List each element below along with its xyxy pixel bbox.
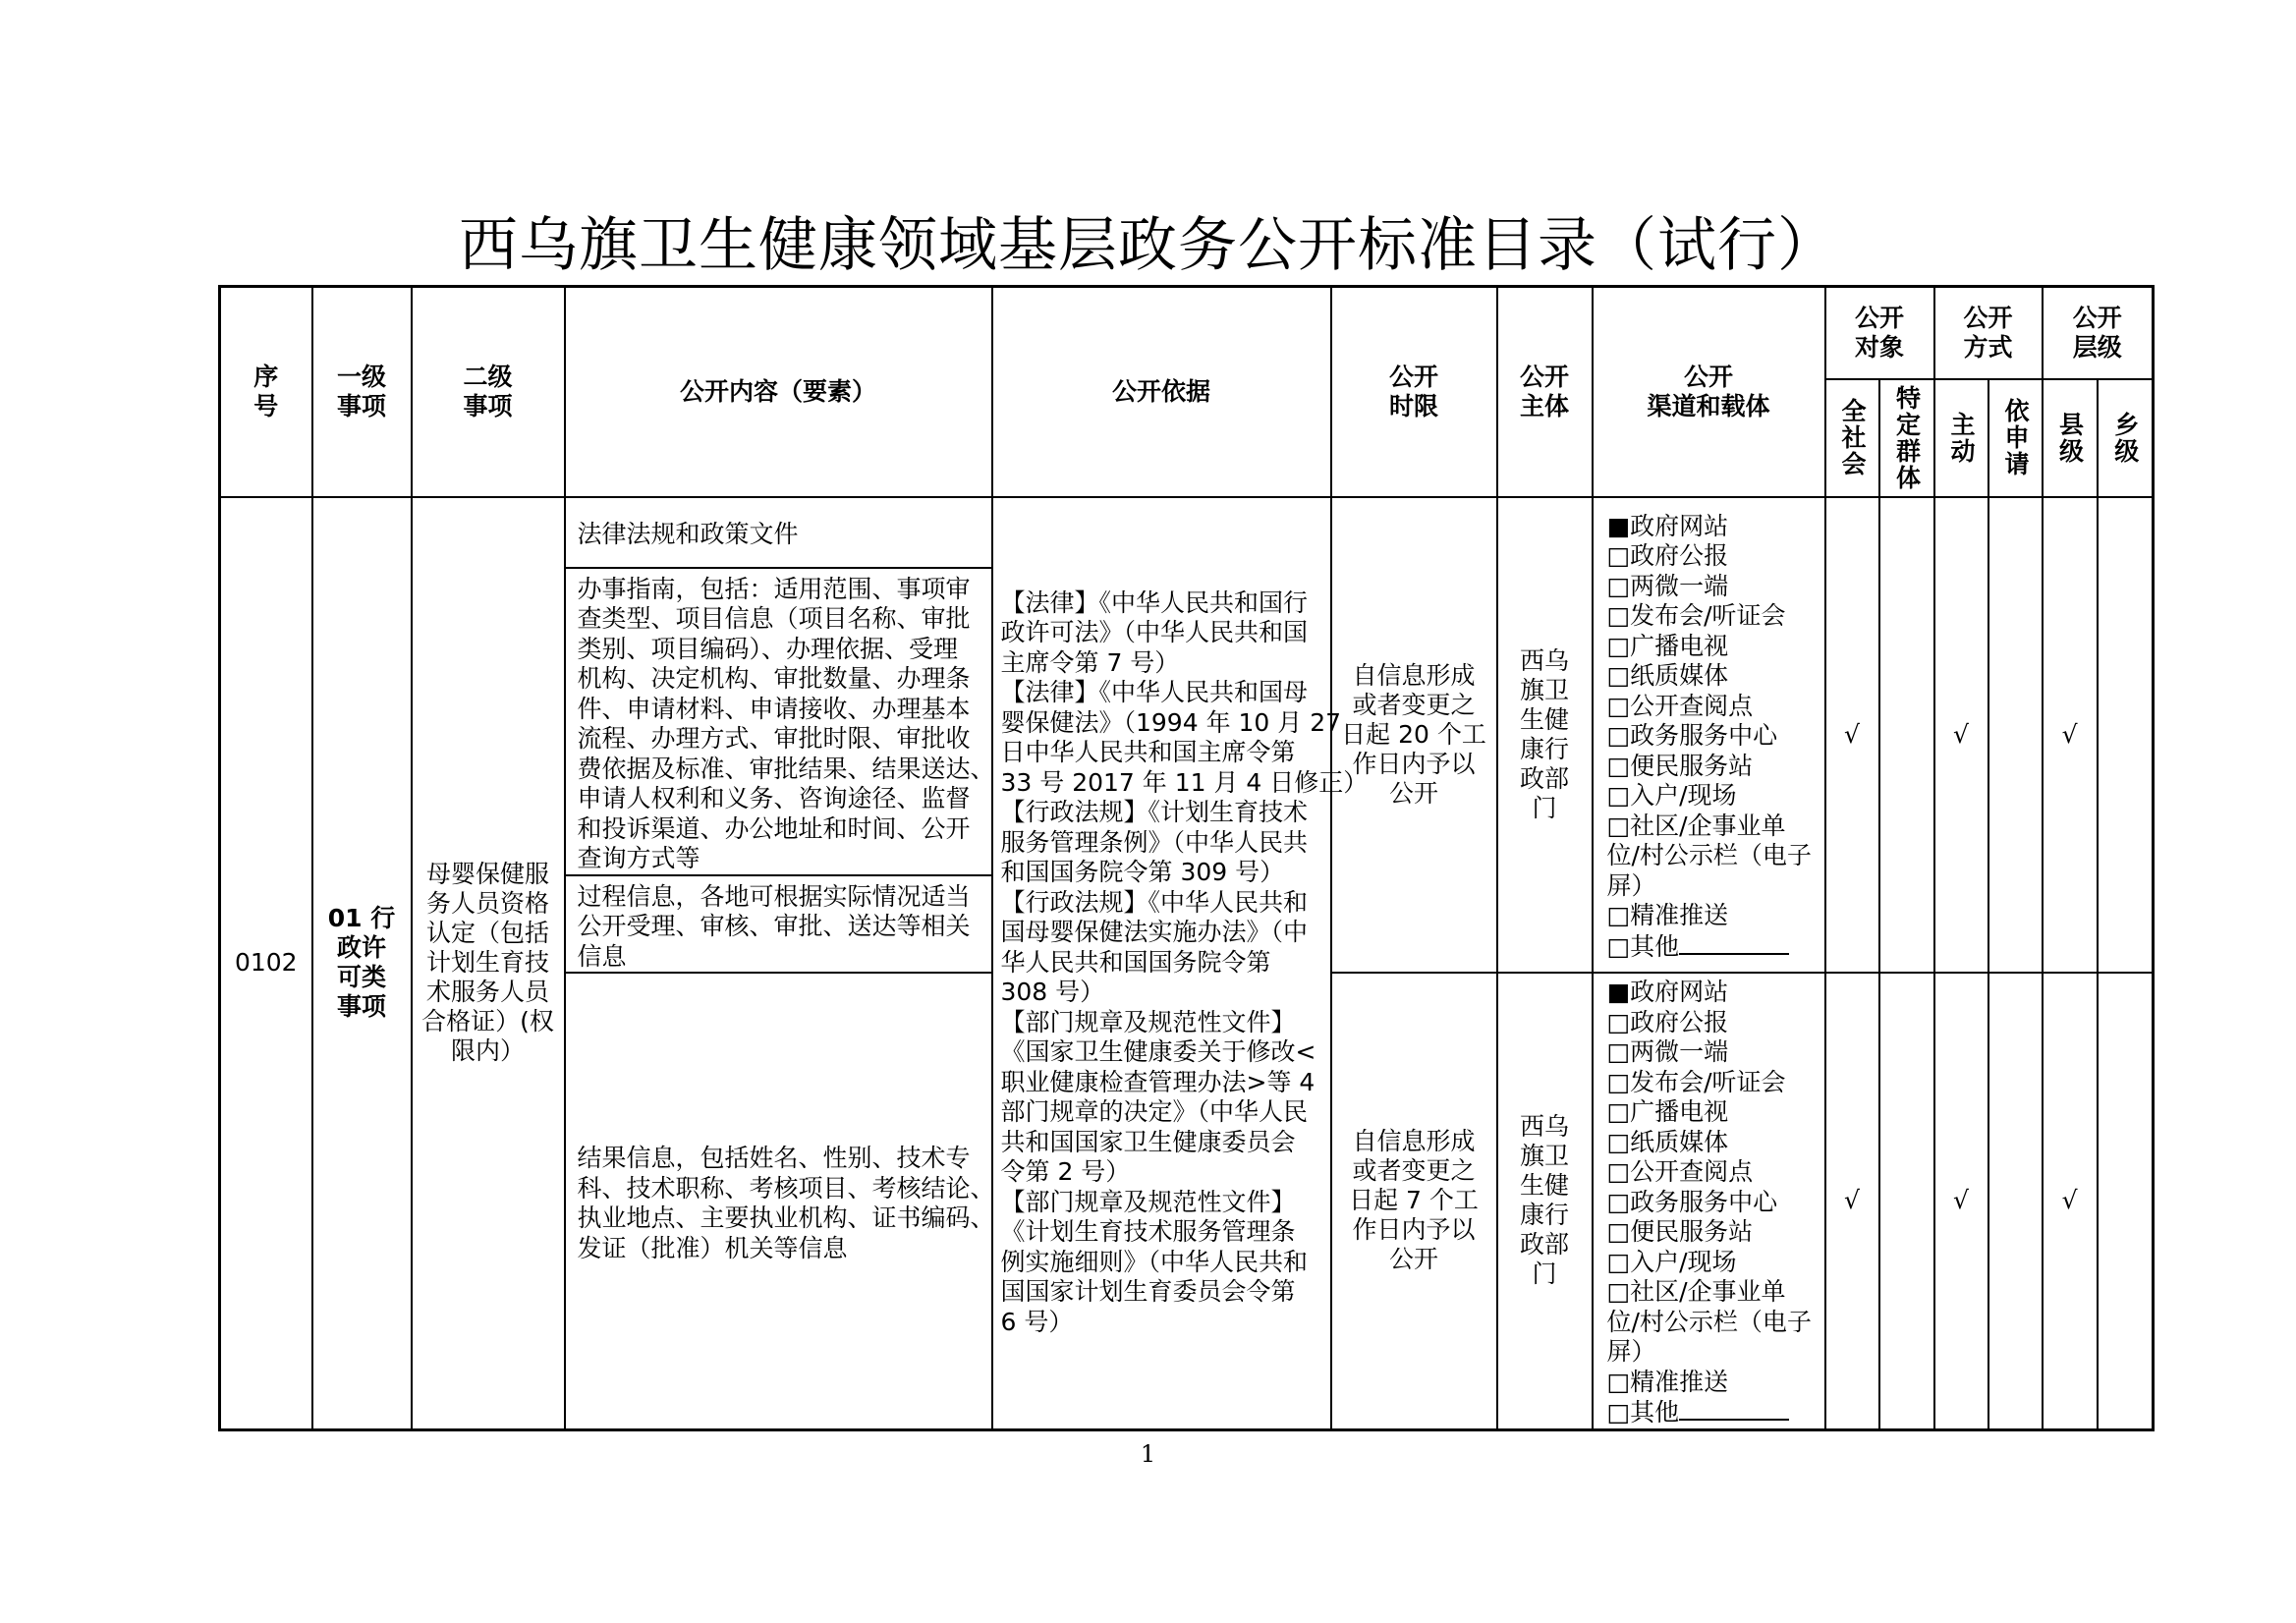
content-policy-docs: 法律法规和政策文件 bbox=[565, 497, 992, 568]
check-active-2: √ bbox=[1934, 973, 1988, 1429]
check-township-2 bbox=[2098, 973, 2154, 1429]
content-service-guide: 办事指南，包括：适用范围、事项审 查类型、项目信息（项目名称、审批 类别、项目编码）、办理依据、受理 机构、决定机构、审批数量、办理条 件、申请材料、申请接收、办理基本 流程、办理方式、审批时限、审批收 费依据及标准、审批结果、结果送达、 申请人权利和义务、咨询途径、监督 和投诉渠道、办公地址和时间、公开 查询方式等 bbox=[565, 568, 992, 875]
header-level2: 二级 事项 bbox=[412, 287, 565, 497]
header-level: 公开 层级 bbox=[2043, 287, 2154, 379]
subject-group-2: 西乌 旗卫 生健 康行 政部 门 bbox=[1497, 973, 1593, 1429]
header-method-active: 主动 bbox=[1934, 379, 1988, 497]
header-audience: 公开 对象 bbox=[1825, 287, 1934, 379]
row-level1: 01 行 政许 可类 事项 bbox=[312, 497, 412, 1430]
header-level1: 一级 事项 bbox=[312, 287, 412, 497]
check-public-2: √ bbox=[1825, 973, 1879, 1429]
subject-group-1: 西乌 旗卫 生健 康行 政部 门 bbox=[1497, 497, 1593, 974]
header-time-limit: 公开 时限 bbox=[1331, 287, 1497, 497]
header-subject: 公开 主体 bbox=[1497, 287, 1593, 497]
header-audience-public: 全社会 bbox=[1825, 379, 1879, 497]
header-level-township: 乡级 bbox=[2098, 379, 2154, 497]
catalog-table bbox=[218, 285, 2155, 1431]
time-limit-group-1: 自信息形成 或者变更之 日起 20 个工 作日内予以 公开 bbox=[1331, 497, 1497, 974]
channels-group-1: ■政府网站 □政府公报 □两微一端 □发布会/听证会 □广播电视 □纸质媒体 □公开查阅点 □政务服务中心 □便民服务站 □入户/现场 □社区/企事业单 位/村公示栏（电子 屏） □精准推送 □其他 bbox=[1593, 497, 1825, 974]
check-active-1: √ bbox=[1934, 497, 1988, 974]
check-public-1: √ bbox=[1825, 497, 1879, 974]
check-request-1 bbox=[1988, 497, 2043, 974]
check-specific-1 bbox=[1879, 497, 1934, 974]
content-process-info: 过程信息，各地可根据实际情况适当 公开受理、审核、审批、送达等相关 信息 bbox=[565, 875, 992, 974]
channels-group-2: ■政府网站 □政府公报 □两微一端 □发布会/听证会 □广播电视 □纸质媒体 □公开查阅点 □政务服务中心 □便民服务站 □入户/现场 □社区/企事业单 位/村公示栏（电子 屏） □精准推送 □其他 bbox=[1593, 973, 1825, 1429]
header-seq: 序 号 bbox=[220, 287, 312, 497]
check-county-2: √ bbox=[2043, 973, 2098, 1429]
document-title: 西乌旗卫生健康领域基层政务公开标准目录（试行） bbox=[459, 211, 1837, 280]
check-township-1 bbox=[2098, 497, 2154, 974]
header-content: 公开内容（要素） bbox=[565, 287, 992, 497]
header-audience-specific: 特定群体 bbox=[1879, 379, 1934, 497]
check-specific-2 bbox=[1879, 973, 1934, 1429]
row-level2: 母婴保健服 务人员资格 认定（包括 计划生育技 术服务人员 合格证）(权 限内） bbox=[412, 497, 565, 1430]
content-result-info: 结果信息，包括姓名、性别、技术专 科、技术职称、考核项目、考核结论、 执业地点、主要执业机构、证书编码、 发证（批准）机关等信息 bbox=[565, 973, 992, 1429]
check-county-1: √ bbox=[2043, 497, 2098, 974]
page-number: 1 bbox=[1140, 1440, 1156, 1468]
header-basis: 公开依据 bbox=[992, 287, 1331, 497]
disclosure-basis: 【法律】《中华人民共和国行 政许可法》（中华人民共和国 主席令第 7 号） 【法律】《中华人民共和国母 婴保健法》（1994 年 10 月 27 日中华人民共和国主席令第 33 号 2017 年 11 月 4 日修正） 【行政法规】《计划生育技术 服务管理条例》（中华人民共 和国国务院令第 309 号） 【行政法规】《中华人民共和 国母婴保健法实施办法》（中 华人民共和国国务院令第 308 号） 【部门规章及规范性文件】 《国家卫生健康委关于修改< 职业健康检查管理办法>等 4 部门规章的决定》（中华人民 共和国国家卫生健康委员会 令第 2 号） 【部门规章及规范性文件】 《计划生育技术服务管理条 例实施细则》（中华人民共和 国国家计划生育委员会令第 6 号） bbox=[992, 497, 1331, 1430]
header-method-request: 依申请 bbox=[1988, 379, 2043, 497]
header-channel: 公开 渠道和载体 bbox=[1593, 287, 1825, 497]
row-seq: 0102 bbox=[220, 497, 312, 1430]
check-request-2 bbox=[1988, 973, 2043, 1429]
header-method: 公开 方式 bbox=[1934, 287, 2043, 379]
time-limit-group-2: 自信息形成 或者变更之 日起 7 个工 作日内予以 公开 bbox=[1331, 973, 1497, 1429]
header-level-county: 县级 bbox=[2043, 379, 2098, 497]
